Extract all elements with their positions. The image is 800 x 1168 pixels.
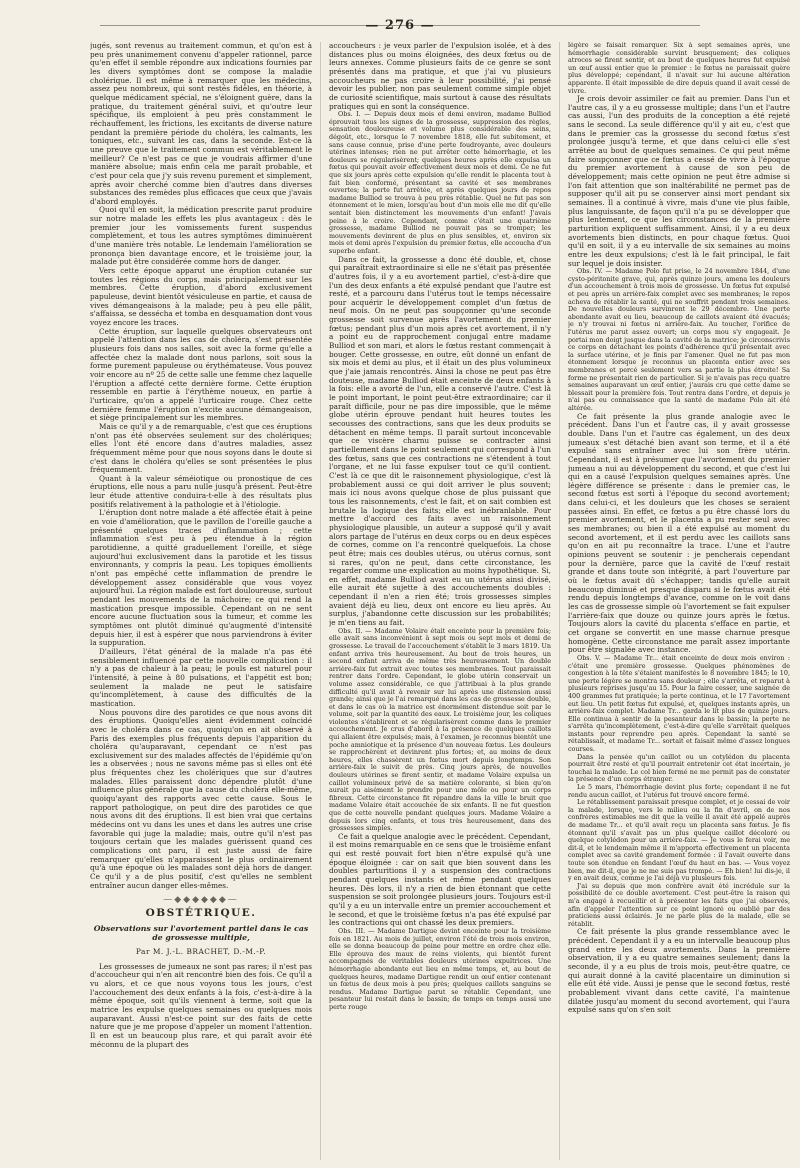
body-paragraph: Nous pouvons dire des parotides ce que nous avons dit des éruptions. Quoiqu'elles aient évidemment coïncidé avec le choléra dans ce cas, quoiqu'on en ait observé à Paris des exemples plus fréquents depuis l'apparition du choléra qu'auparavant, cependant ce n'est pas exclusivement sur des malades affectés de l'épidémie qu'on les a observées ; nous ne savons même pas si elles ont été plus fréquentes chez les cholériques que sur d'autres malades. Elles paraissent donc dépendre plutôt d'une influence plus générale que la cause du choléra elle-même, quoiqu'ayant des rapports avec cette cause. Sous le rapport pathologique, on peut dire des parotides ce que nous avons dit des éruptions. Il est bien vrai que certains médecins ont vu dans les unes et dans les autres une crise favorable qui juge la maladie; mais, outre qu'il n'est pas toujours certain que les malades guérissent quand ces complications ont paru, il est juste aussi de faire remarquer qu'elles n'apparaissent le plus ordinairement qu'à une époque où les malades sont déjà hors de danger. Ce qu'il y a de plus positif, c'est qu'elles ne semblent entraîner aucun danger elles-mêmes. [90,707,313,890]
body-paragraph: Dans la pensée qu'un caillot ou un cotylédon du placenta pourrait être resté et qu'il pourrait entretenir cet état incertain, je touchai la malade. Le col bien fermé ne me permit pas de constater la présence d'un corps étranger. [567,752,790,784]
column-divider [559,42,560,1160]
body-paragraph: Ce fait présente la plus grande ressemblance avec le précédent. Cependant il y a eu un intervalle beaucoup plus grand entre les deux avortements. Dans la première observation, il y a eu quatre semaines seulement; dans la seconde, il y a eu plus de trois mois, peut-être quatre, ce qui aurait donné à la cavité placentaire un diminution si elle eût été vide. Aussi je pense que le second fœtus, resté probablement vivant dans cette cavité, l'a maintenue dilatée jusqu'au moment du second avortement, qui l'aura expulsé sans qu'on s'en soit [567,927,790,1015]
body-paragraph: Le 5 mars, l'hémorrhagie devint plus forte; cependant il ne fut rendu aucun caillot, et l'utérus fut trouvé encore fermé. [567,783,790,799]
body-paragraph: J'ai su depuis que mon confrère avait été incrédule sur la possibilité de ce double avortement. C'est peut-être la raison qui m'a engagé à recueillir et à présenter les faits que j'ai observés, afin d'appeler l'attention sur ce point ignoré ou oublié par des praticiens aussi éclairés. Je ne parle plus de la malade, elle se rétablit. [567,881,790,928]
body-paragraph: D'ailleurs, l'état général de la malade n'a pas été sensiblement influencé par cette nouvelle complication : il n'y a pas de chaleur à la peau; le pouls est naturel pour l'intensité, à peine à 80 pulsations, et l'appétit est bon; seulement la malade ne peut le satisfaire qu'incomplètement, à cause des difficultés de la mastication. [90,646,313,708]
body-paragraph: Les grossesses de jumeaux ne sont pas rares; il n'est pas d'accoucheur qui n'en ait rencontré bien des fois. Ce qu'il a vu alors, et ce que nous voyons tous les jours, c'est l'accouchement des deux enfants à la fois, c'est-à-dire à la même époque, soit qu'ils viennent à terme, soit que la matrice les expulse quelques semaines ou quelques mois auparavant. Aussi n'est-ce point sur des faits de cette nature que je me propose d'appeler un moment l'attention. Il en est un beaucoup plus rare, et qui paraît avoir été méconnu de la plupart des [90,961,313,1049]
body-paragraph: Dans ce fait, la grossesse a donc été double, et, chose qui paraîtrait extraordinaire si elle ne s'était pas présentée d'autres fois, il y a eu avortement partiel, c'est-à-dire que l'un des deux enfants a été expulsé pendant que l'autre est resté, et a parcouru dans l'utérus tout le temps nécessaire pour acquérir le développement complet d'un fœtus de neuf mois. On ne peut pas soupçonner qu'une seconde grossesse soit survenue après l'avortement du premier fœtus; pendant plus d'un mois après cet avortement, il n'y a point eu de rapprochement conjugal entre madame Bulliod et son mari, et alors le fœtus restant commençait à bouger. Cette grossesse, en outre, eût donné un enfant de six mois et demi au plus, et il était un des plus volumineux que j'aie jamais rencontrés. Ainsi la chose ne peut pas être douteuse, madame Bulliod était enceinte de deux enfants à la fois: elle a avorté de l'un, elle a conservé l'autre. C'est là le point important, le point peut-être extraordinaire; car il paraît difficile, pour ne pas dire impossible, que le même globe utérin éprouve pendant huit heures toutes les secousses des contractions, sans que les deux produits se détachent en même temps. Il paraît surtout inconcevable que ce viscère charnu puisse se contracter ainsi partiellement dans le point seulement qui correspond à l'un des fœtus, sans que ces contractions ne s'étendent à tout l'organe, et ne lui fasse expulser tout ce qu'il contient. C'est là ce que dit le raisonnement physiologique, c'est là probablement aussi ce qui doit arriver le plus souvent; mais ici nous avons quelque chose de plus puissant que tous les raisonnements, c'est le fait, et on sait combien est brutale la logique des faits; elle est inébranlable. Pour mettre d'accord ces faits avec un raisonnement physiologique plausible, un auteur a supposé qu'il y avait alors partage de l'utérus en deux corps ou en deux espèces de cornes, comme on l'a rencontré quelquefois. La chose peut être; mais ces doubles utérus, ou utérus cornus, sont si rares, qu'on ne peut, dans cette circonstance, les regarder comme une explication au moins hypothétique. Si, en effet, madame Bulliod avait eu un utérus ainsi divisé, elle aurait été sujette à des accouchements doubles : cependant il n'en a rien été; trois grossesses simples avaient déjà eu lieu, deux ont encore eu lieu après. Au surplus, j'abandonne cette discussion sur les probabilités; je m'en tiens au fait. [328,254,551,628]
middle-column [329,42,551,1160]
body-paragraph: Obs. I. — Depuis deux mois et demi environ, madame Bulliod éprouvait tous les signes de la grossesse, suppression des règles, sensation douloureuse et volume plus considérable des seins, dégoût, etc., lorsque le 7 novembre 1818, elle fut subitement, et sans cause connue, prise d'une perte foudroyante, avec douleurs utérines intenses; rien ne put arrêter cette hémorrhagie, et les douleurs se régularisèrent; quelques heures après elle expulsa un fœtus qui pouvait avoir effectivement deux mois et demi. Ce ne fut que six jours après cette expulsion qu'elle rendit le placenta tout à fait bien conformé, présentant sa cavité et ses membranes ouvertes; la perte fut arrêtée, et après quelques jours de repos madame Bulliod se trouva à peu près rétablie. Quel ne fut pas son étonnement et le mien, lorsqu'au bout d'un mois elle me dit qu'elle sentait bien distinctement les mouvements d'un enfant! J'avais peine à le croire. Cependant, comme c'était une quatrième grossesse, madame Bulliod ne pouvait pas se tromper; les mouvements devinrent de plus en plus sensibles, et, environ six mois et demi après l'expulsion du premier fœtus, elle accoucha d'un superbe enfant. [328,110,551,255]
left-column [90,42,312,1160]
body-paragraph: légère se faisait remarquer. Six à sept semaines après, une hémorrhagie considérable survint brusquement; des coliques atroces se firent sentir, et au bout de quelques heures fut expulsé un œuf aussi entier que le premier : le fœtus ne paraissait guère plus développé; cependant, il n'avait sur lui aucune altération apparente. Il était impossible de dire depuis quand il avait cessé de vivre. [567,42,790,95]
body-paragraph: Mais ce qu'il y a de remarquable, c'est que ces éruptions n'ont pas été observées seulement sur des cholériques; elles l'ont été encore dans d'autres maladies, assez fréquemment même pour que nous soyons dans le doute si c'est dans le choléra qu'elles se sont présentées le plus fréquemment. [90,421,313,475]
body-paragraph: Obs. IV. — Madame Polo fut prise, le 24 novembre 1844, d'une cysto-péritonite grave, qui, après quinze jours, amena les douleurs d'un accouchement à trois mois de grossesse. Un fœtus fut expulsé et peu après un arrière-faix complet avec ses membranes; le repos acheva de rétablir la santé, qui ne souffrit pendant trois semaines. De nouvelles douleurs survinrent le 29 décembre. Une perte abondante avait eu lieu, beaucoup de caillots avaient été évacués; je n'y trouvai ni fœtus ni arrière-faix. Au toucher, l'orifice de l'utérus me parut assez ouvert; un corps mou s'y engageait. Je portai mon doigt jusque dans la cavité de la matrice; je circonscrivis ce corps en détachant les points d'adhérence qu'il présentait avec la surface utérine, et je finis par l'amener. Quel ne fut pas mon étonnement lorsque je reconnus un placenta entier avec ses membranes et percé seulement vers sa partie la plus étroite! Sa forme ne présentait rien de particulier. Si je n'avais pas reçu quatre semaines auparavant un œuf entier, j'aurais cru que cette dame se blessait pour la première fois. Tout rentra dans l'ordre, et depuis je n'ai pas eu connaissance que la santé de madame Polo ait été altérée. [567,267,790,412]
body-paragraph: Obs. V. — Madame Tr... était enceinte de deux mois environ : c'était une première grossesse. Quelques phénomènes de congestion à la tête s'étaient manifestés le 8 novembre 1845; le 10, une perte légère se montra sans douleur ; elle s'arrêta, et reparut à plusieurs reprises jusqu'au 15. Pour la faire cesser, une saignée de 400 grammes fut pratiquée; la perte continua, et le 17 l'avortement eut lieu. Un petit fœtus fut expulsé, et, quelques instants après, un arrière-faix complet. Madame Tr... garda le lit plus de quinze jours. Elle continua à sentir de la pesanteur dans le bassin; la perte ne s'arrêta qu'incomplètement, c'est-à-dire qu'elle s'arrêtait quelques instants pour reprendre peu après. Cependant la santé se rétablissait, et madame Tr... sortait et faisait même d'assez longues courses. [567,653,790,754]
section-ornament: —◆◆◆◆◆◆— [163,895,239,906]
article-title: Observations sur l'avortement partiel dans le cas de grossesse multiple, [93,923,309,942]
body-paragraph: Obs. II. — Madame Volaire était enceinte pour la première fois; elle avait sans inconvénient à sept mois ou sept mois et demi de grossesse. Le travail de l'accouchement s'établit le 3 mars 1819. Un enfant arriva très heureusement. Au bout de trois heures, un second enfant arriva de même très heureusement. Un double arrière-faix fut extrait avec toutes ses membranes. Tout paraissait rentrer dans l'ordre. Cependant, le globe utérin conservait un volume assez considérable, ce que j'attribuai à la plus grande difficulté qu'il avait à revenir sur lui après une distension aussi grande; ainsi que je l'ai remarqué dans les cas de grossesse double, et dans le cas où la matrice est énormément distendue soit par le volume, soit par la quantité des eaux. Le troisième jour, les coliques violentes s'établirent et se régularisèrent comme dans le premier accouchement. Je crus d'abord à la présence de quelques caillots qui allaient être expulsés; mais, à l'examen, je reconnus bientôt une poche amniotique et la présence d'un nouveau fœtus. Les douleurs se rapprochèrent et devinrent plus fortes; et, au moins de deux heures, elles chassèrent un fœtus mort depuis longtemps. Son arrière-faix le suivit de près. Cinq jours après, de nouvelles douleurs utérines se firent sentir, et madame Volaire expulsa un caillot volumineux privé de sa matière colorante, si bien qu'on aurait pu aisément le prendre pour une môle ou pour un corps fibreux. Cette circonstance fit répandre dans la ville le bruit que madame Volaire était accouchée de six enfants. Il ne fut question que de cette nouvelle pendant quelques jours. Madame Volaire a depuis lors cinq enfants, et tous très heureusement, dans des grossesses simples. [328,626,551,833]
body-paragraph: Quant à la valeur séméiotique ou pronostique de ces éruptions, elle nous a paru nulle jusqu'à présent. Peut-être leur étude attentive conduira-t-elle à des résultats plus positifs relativement à la pathologie et à l'étiologie. [90,473,313,509]
body-paragraph: accoucheurs : je veux parler de l'expulsion isolée, et à des distances plus ou moins éloignées, des deux fœtus ou de leurs annexes. Comme plusieurs faits de ce genre se sont présentés dans ma pratique, et que j'ai vu plusieurs accoucheurs ne pas croire à leur possibilité, j'ai pensé devoir les publier, non pas seulement comme simple objet de curiosité scientifique, mais surtout à cause des résultats pratiques qui en sont la conséquence. [328,42,551,111]
page-header [0,14,800,36]
body-paragraph: Vers cette époque apparut une éruption cutanée sur toutes les régions du corps, mais principalement sur les membres. Cette éruption, d'abord exclusivement papuleuse, devint bientôt vésiculeuse en partie, et causa de vives démangeaisons à la malade; peu à peu elle pâlit, s'affaissa, se dessécha et tomba en desquamation dont vous voyez encore les traces. [90,266,313,327]
column-divider [320,42,321,1160]
article-byline: Par M. J.-L. BRACHET, D.-M.-P. [135,947,267,957]
text-columns [90,42,790,1160]
body-paragraph: Le rétablissement paraissait presque complet, et je cessai de voir la malade, lorsque, vers le milieu ou la fin d'avril, on de nos confrères estimables me dit que la veille il avait été appelé auprès de madame Tr... et qu'il avait reçu un placenta sans fœtus. Je fis étonnant qu'il s'avait pas un plus quelque caillot décoloré ou quelque cotylédon pour un arrière-faix. — Je vous le ferai voir, me dit-il, et le lendemain même il m'apporta effectivement un placenta complet avec sa cavité grandement formée : il l'avait ouverte dans toute son étendue en fendant l'œuf du haut en bas. — Vous voyez bien, me dit-il, que je ne me suis pas trompé. — Eh bien! lui dis-je, il y en avait deux, comme je l'ai déjà vu plusieurs fois. [567,798,790,883]
body-paragraph: jugés, sont revenus au traitement commun, et qu'on est à peu près unanimement convenu d'appeler rationnel, parce qu'en effet il semble répondre aux indications fournies par les divers symptômes dont se compose la maladie cholérique. Il est même à remarquer que les médecins, assez peu nombreux, qui sont restés fidèles, en théorie, à quelque médicament spécial, ne s'éloignent guère, dans la pratique, du traitement général suivi, et qu'outre leur spécifique, ils emploient à peu près constamment le réchauffement, les frictions, les excitants de diverse nature pendant la première période du choléra, les calmants, les toniques, etc., suivant les cas, dans la seconde. Est-ce là une preuve que le traitement commun est véritablement le meilleur? Ce n'est pas ce que je voudrais affirmer d'une manière absolue; mais enfin cela me paraît probable, et c'est pour cela que j'y suis revenu purement et simplement, après avoir cherché comme bien d'autres dans diverses substances des remèdes plus efficaces que ceux que j'avais d'abord employés. [90,42,313,206]
body-paragraph: Je crois devoir assimiler ce fait au premier. Dans l'un et l'autre cas, il y a eu grossesse multiple; dans l'un et l'autre cas aussi, l'un des produits de la conception a été rejeté sans le second. La seule différence qu'il y ait eu, c'est que dans le premier cas la grossesse du second fœtus s'est prolongée jusqu'à terme, et que dans celui-ci elle s'est arrêtée au bout de quelques semaines. Ce qui peut même faire soupçonner que ce fœtus a cessé de vivre à l'époque du premier avortement à cause de son peu de développement; mais cette opinion ne peut être admise si l'on fait attention que son inaltérabilité ne permet pas de supposer qu'il ait pu se conserver ainsi mort pendant six semaines. Il a continué à vivre, mais d'une vie plus faible, plus languissante, de façon qu'il n'a pu se développer que plus lentement, ce que les circonstances de la première parturition expliquent suffisamment. Ainsi, il y a eu deux avortements bien distincts, en pour chaque fœtus. Quoi qu'il en soit, il y a eu intervalle de six semaines au moins entre les deux expulsions; c'est là le fait principal, le fait sur lequel je dois insister. [567,94,790,268]
body-paragraph: Cette éruption, sur laquelle quelques observateurs ont appelé l'attention dans les cas de choléra, s'est présentée plusieurs fois dans nos salles, soit avec la forme qu'elle a affectée chez la malade dont nous parlons, soit sous la forme purement papuleuse ou érythémateuse. Vous pouvez voir encore au nº 25 de cette salle une femme chez laquelle l'éruption a affecté cette dernière forme. Cette éruption ressemble en partie à l'érythème noueux, en partie à l'urticaire, qu'on a appelé l'urticaire rouge. Chez cette dernière femme l'éruption n'excite aucune démangeaison, et siège principalement sur les membres. [90,326,313,423]
body-paragraph: Ce fait présente la plus grande analogie avec le précédent. Dans l'un et l'autre cas, il y avait grossesse double. Dans l'un et l'autre cas également, un des deux jumeaux s'est détaché bien avant son terme, et il a été expulsé sans entraîner avec lui son frère utérin. Cependant, il est à présumer que l'avortement du premier jumeau a nui au développement du second, et que c'est lui qui en a causé l'expulsion quelques semaines après. Une légère différence se présente : dans le premier cas, le second fœtus est sorti à l'époque du second avortement; dans celui-ci, et les douleurs que les choses se seraient passées ainsi. En effet, ce fœtus a pu être chassé lors du premier avortement, et le placenta a pu rester seul avec ses membranes; ou bien il a été expulsé au moment du second avortement, et il est perdu avec les caillots sans qu'on en ait pu reconnaître la trace. L'une et l'autre opinions peuvent se soutenir : je pencherais cependant pour la dernière, parce que la cavité de l'œuf restait grande et dans toute son intégrité, à part l'ouverture par où le fœtus avait dû s'échapper; tandis qu'elle aurait beaucoup diminué et presque disparu si le fœtus avait été rendu depuis longtemps d'avance, comme on le voit dans les cas de grossesse simple où l'avortement se fait expulser l'arrière-faix que douze ou quinze jours après le fœtus. Toujours alors la cavité du placenta s'efface en partie, et cet organe se convertit en une masse charnue presque homogène. Cette circonstance me paraît assez importante pour être signalée avec instance. [567,411,790,655]
page-number: — 276 — [365,17,435,33]
body-paragraph: L'éruption dont notre malade a été affectée était à peine en voie d'amélioration, que le pavillon de l'oreille gauche a présenté quelques traces d'inflammation ; cette inflammation s'est peu à peu étendue à la région parotidienne, a quitté graduellement l'oreille, et siège aujourd'hui exclusivement dans la parotide et les tissus environnants, y compris la peau. Les topiques émollients n'ont pas empêché cette inflammation de prendre le développement assez considérable que vous voyez aujourd'hui. La région malade est fort douloureuse, surtout pendant les mouvements de la mâchoire; ce qui rend la mastication presque impossible. Cependant on ne sent encore aucune fluctuation sous la tumeur, et comme les symptômes ont plutôt diminué qu'augmenté d'intensité depuis hier, il est à espérer que nous parviendrons à éviter la suppuration. [90,508,313,648]
body-paragraph: Ce fait a quelque analogie avec le précédent. Cependant, il est moins remarquable en ce sens que le troisième enfant qui est resté pouvait fort bien n'être expulsé qu'à une époque éloignée : car on sait que bien souvent dans les doubles parturitions il y a suspension des contractions pendant quelques instants et même pendant quelques heures. Dès lors, il n'y a rien de bien étonnant que cette suspension se soit prolongée plusieurs jours. Toujours est-il qu'il y a eu un intervalle entre un premier accouchement et le second, et que le troisième fœtus n'a pas été expulsé par les contractions qui ont chassé les deux premiers. [328,831,551,928]
right-column [568,42,790,1160]
body-paragraph: Quoi qu'il en soit, la médication prescrite parut produire sur notre malade les effets les plus avantageux : dès le premier jour les vomissements furent suspendus complètement, et tous les autres symptômes diminuèrent d'une manière très notable. Le lendemain l'amélioration se prononça bien davantage encore, et le troisième jour, la malade put être considérée comme hors de danger. [90,205,313,267]
body-paragraph: Obs. III. — Madame Dartigue devint enceinte pour la troisième fois en 1821. Au mois de juillet, environ l'été de trois mois environ, elle se donna beaucoup de peine pour mettre en ordre chez elle. Elle éprouva des maux de reins violents, qui bientôt furent accompagnés de véritables douleurs utérines expultrices. Une hémorrhagie abondante eut lieu en même temps, et, au bout de quelques heures, madame Dartigue rendit un œuf entier contenant un fœtus de deux mois à peu près; quelques caillots sanguins se rendus. Madame Dartigue parut se rétablir. Cependant, une pesanteur lui restait dans le bassin; de temps en temps aussi une perte rouge [328,927,551,1011]
section-title: OBSTÉTRIQUE. [145,906,257,919]
